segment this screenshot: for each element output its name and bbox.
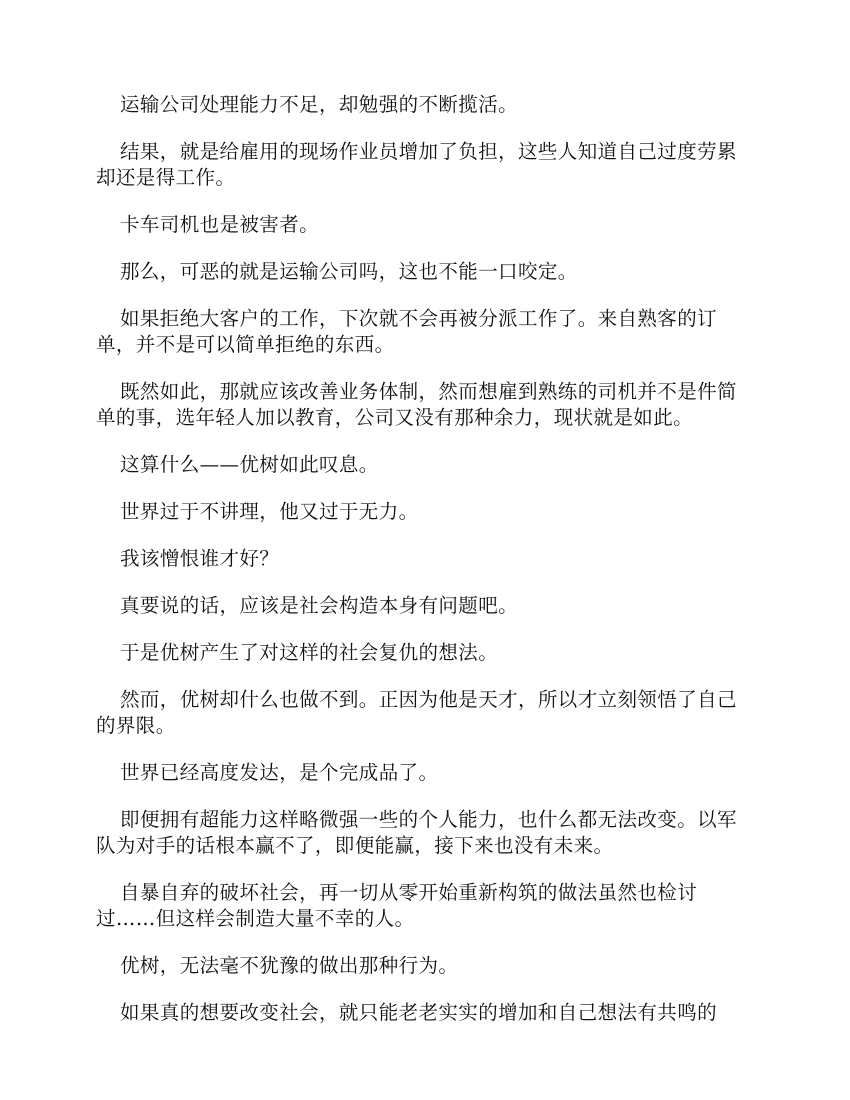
paragraph-15: 自暴自弃的破坏社会，再一切从零开始重新构筑的做法虽然也检讨过……但这样会制造大量不幸的人。 bbox=[96, 881, 698, 930]
paragraph-1: 运输公司处理能力不足，却勉强的不断揽活。 bbox=[120, 93, 519, 116]
paragraph-2: 结果，就是给雇用的现场作业员增加了负担，这些人知道自己过度劳累却还是得工作。 bbox=[96, 140, 737, 189]
paragraph-5: 如果拒绝大客户的工作，下次就不会再被分派工作了。来自熟客的订单，并不是可以简单拒绝的东西。 bbox=[96, 307, 718, 356]
paragraph-9: 我该憎恨谁才好？ bbox=[120, 547, 280, 570]
paragraph-12: 然而，优树却什么也做不到。正因为他是天才，所以才立刻领悟了自己的界限。 bbox=[96, 688, 737, 737]
paragraph-8: 世界过于不讲理，他又过于无力。 bbox=[120, 500, 419, 523]
paragraph-3: 卡车司机也是被害者。 bbox=[120, 213, 320, 236]
paragraph-10: 真要说的话，应该是社会构造本身有问题吧。 bbox=[120, 594, 519, 617]
paragraph-13: 世界已经高度发达，是个完成品了。 bbox=[120, 761, 439, 784]
paragraph-16: 优树，无法毫不犹豫的做出那种行为。 bbox=[120, 954, 459, 977]
paragraph-14: 即便拥有超能力这样略微强一些的个人能力，也什么都无法改变。以军队为对手的话根本赢不了，即便能赢，接下来也没有未来。 bbox=[96, 808, 737, 857]
paragraph-7: 这算什么——优树如此叹息。 bbox=[120, 453, 379, 476]
paragraph-6: 既然如此，那就应该改善业务体制，然而想雇到熟练的司机并不是件简单的事，选年轻人加以教育，公司又没有那种余力，现状就是如此。 bbox=[96, 380, 737, 429]
paragraph-4: 那么，可恶的就是运输公司吗，这也不能一口咬定。 bbox=[120, 260, 578, 283]
paragraph-17: 如果真的想要改变社会，就只能老老实实的增加和自己想法有共鸣的 bbox=[120, 1001, 718, 1024]
paragraph-11: 于是优树产生了对这样的社会复仇的想法。 bbox=[120, 641, 499, 664]
